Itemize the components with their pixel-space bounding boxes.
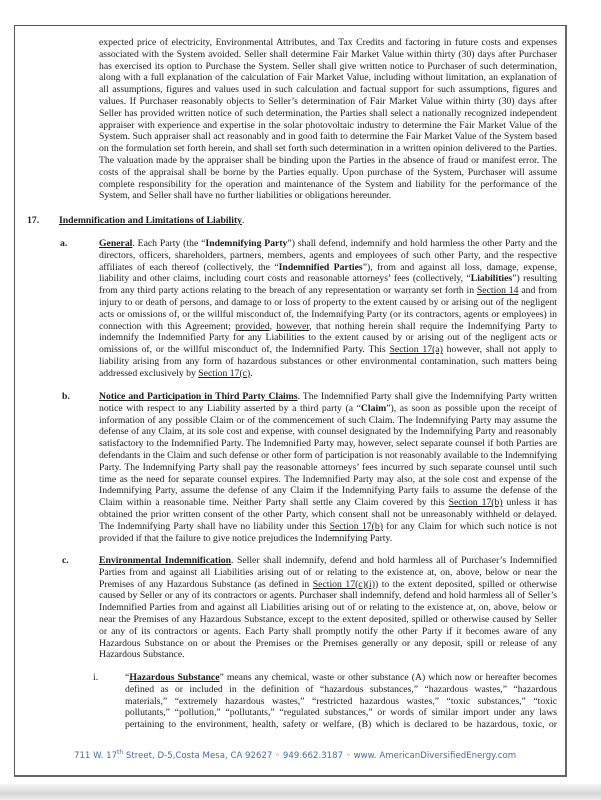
text-run: obtained the prior written consent of the other Party, which consent shall not be unreasonably withheld or delayed. <box>99 508 557 520</box>
section-title-suffix: . <box>242 215 245 226</box>
text-line <box>99 426 557 438</box>
text-run: costs of the appraisal shall be borne by the Parties equally. Upon purchase of the System, Purchaser will assume <box>99 166 557 178</box>
item-i-hazardous-substance <box>125 672 557 731</box>
text-line <box>99 297 557 309</box>
section-title: Indemnification and Limitations of Liability <box>59 215 243 226</box>
footer-contact <box>74 749 517 761</box>
text-run: ” means any chemical, waste or other substance (A) which now or hereafter becomes <box>219 672 557 683</box>
text-run: appraiser with experience and expertise in the solar photovoltaic industry to determine the Fair Market Value of the <box>99 119 557 131</box>
subsection-a-general <box>99 238 557 380</box>
text-line <box>125 696 557 708</box>
underlined-term: Section 14 <box>476 285 519 297</box>
text-run: The valuation made by the appraiser shall be binding upon the Parties in the absence of fraud or manifest error. The <box>99 154 557 166</box>
text-line <box>99 579 557 591</box>
text-line <box>99 238 557 250</box>
text-line <box>125 684 557 696</box>
text-run: or any of its contractors or agents. Each Party shall promptly notify the other Party if it becomes aware of any <box>99 625 557 637</box>
text-run: “ <box>125 672 130 683</box>
scan-shadow <box>0 784 601 800</box>
text-run: Party. The Indemnifying Party shall pay the reasonable attorneys’ fees incurred by such separate counsel until such <box>99 461 557 473</box>
underlined-term: Section 17(c) <box>198 367 251 379</box>
underlined-term: Section 17(b) <box>448 497 503 509</box>
defined-term: Claim <box>360 402 387 414</box>
text-line <box>99 61 557 73</box>
underlined-term: however <box>276 320 310 332</box>
text-run: pollutants,” “pollution,” “pollutants,” “regulated substances,” or words of similar import under any laws <box>125 707 557 719</box>
text-run: notice with respect to any Liability asserted by a third party (a “ <box>99 402 361 414</box>
text-line <box>99 143 557 155</box>
text-run: unless it has <box>502 497 558 509</box>
text-run: . Each Party (the “ <box>132 238 206 249</box>
underlined-term: Environmental Indemnification <box>99 555 232 566</box>
text-run: ”), as soon as possible upon the receipt of <box>386 402 557 414</box>
text-run: Indemnifying Party, assume the defense of any Claim if the Indemnifying Party fails to assume the defense of the <box>99 485 557 497</box>
text-line <box>125 672 557 684</box>
text-run: liability arising from any form of hazardous substances or other environmental contamination, such matters being <box>99 355 557 367</box>
text-run: and from <box>518 285 557 297</box>
text-run: . The Indemnified Party shall give the Indemnifying Party written <box>297 391 557 402</box>
underlined-term: General <box>99 238 133 249</box>
text-run: System. Such appraiser shall act reasonably and in good faith to determine the Fair Market Value of the System based <box>99 131 557 143</box>
paragraph-fair-market-value <box>99 37 557 202</box>
text-line <box>99 190 557 202</box>
text-line <box>99 403 557 415</box>
text-run: directors, officers, shareholders, partners, members, agents and employees of such other Party, and the respective <box>99 249 557 261</box>
text-run: all assumptions, figures and values used in such calculation and factual support for such assumptions, figures and <box>99 84 557 96</box>
text-line <box>99 485 557 497</box>
subsection-b-notice <box>99 391 557 544</box>
defined-term: Indemnified Parties <box>278 261 363 273</box>
text-run: defense of any Claim, at its sole cost and expense, with counsel designated by the Indemnifying Party and reasonably <box>99 426 557 438</box>
footer-address-pre: 711 W. 17 <box>74 750 118 761</box>
subsection-b-label: b. <box>62 391 70 402</box>
text-line <box>99 509 557 521</box>
text-run: Seller has provided written notice of such determination, the Parties shall select a nationally recognized independent <box>99 107 557 119</box>
text-run: associated with the System avoided. Seller shall determine Fair Market Value within thirty (30) days after Purchaser <box>99 48 557 60</box>
underlined-term: Hazardous Substance <box>129 672 220 683</box>
text-run: System, and Seller shall have no further liabilities or obligations hereunder. <box>99 190 392 202</box>
text-line <box>99 368 557 380</box>
text-run: connection with this Agreement; <box>99 320 236 332</box>
text-run: from any third party actions relating to the breach of any representation or warranty set forth in <box>99 285 477 297</box>
underlined-term: Section 17(b) <box>329 520 383 532</box>
section-heading <box>59 215 244 227</box>
text-run: Hazardous Substance on or about the Premises or the Premises generally or any deposit, spill or release of any <box>99 637 557 649</box>
text-line <box>125 707 557 719</box>
text-run: ”) shall defend, indemnify and hold harmless the other Party and the <box>287 238 558 249</box>
defined-term: Indemnifying Party <box>205 238 288 249</box>
text-run: expected price of electricity, Environmental Attributes, and Tax Credits and factoring in future costs and expenses <box>99 37 557 48</box>
text-line <box>99 638 557 650</box>
text-run: ) to the extent deposited, spilled or otherwise <box>374 578 557 590</box>
underlined-term: provided <box>235 320 270 332</box>
text-line <box>125 719 557 731</box>
text-line <box>99 614 557 626</box>
text-run: near the Premises of any Hazardous Substance, except to the extent deposited, spilled or otherwise caused by Seller <box>99 613 557 625</box>
text-line <box>99 474 557 486</box>
underlined-term: Section 17(a) <box>389 344 443 356</box>
text-run: addressed exclusively by <box>99 367 199 379</box>
text-line <box>99 131 557 143</box>
text-run: Premises of any Hazardous Substance (as defined in <box>99 578 313 590</box>
text-line <box>99 344 557 356</box>
text-line <box>99 108 557 120</box>
text-line <box>99 356 557 368</box>
text-run: defined as or included in the definition of “hazardous substances,” “hazardous wastes,” “hazardous <box>125 683 557 695</box>
text-line <box>99 438 557 450</box>
text-run: complete responsibility for the operation and maintenance of the System and liability for the performance of the <box>99 178 557 190</box>
text-line <box>99 262 557 274</box>
text-run: injury to or death of persons, and damage to or loss of property to the extent caused by or arising out of the negligent <box>99 296 557 308</box>
text-run: provided if that the failure to give notice prejudices the Indemnifying Party. <box>99 532 393 544</box>
text-line <box>99 567 557 579</box>
text-run: on the formulation set forth herein, and shall set forth such determination in a written opinion delivered to the Parties. <box>99 143 557 155</box>
text-run: . Seller shall indemnify, defend and hold harmless all of Purchaser’s Indemnified <box>231 555 558 566</box>
section-number: 17. <box>27 215 40 226</box>
text-line <box>99 167 557 179</box>
text-run: Claim within a reasonable time. Neither Party shall settle any Claim covered by this <box>99 497 449 509</box>
text-line <box>99 533 557 545</box>
text-line <box>99 250 557 262</box>
text-line <box>99 179 557 191</box>
text-line <box>99 649 557 661</box>
text-line <box>99 155 557 167</box>
text-line <box>99 497 557 509</box>
footer-address-sup: th <box>117 749 124 756</box>
text-run: however, shall not apply to <box>442 344 557 356</box>
defined-term: Liabilities <box>470 273 513 285</box>
text-line <box>99 49 557 61</box>
text-run: has exercised its option to Purchase the System. Seller shall give written notice to Purchaser of such determination, <box>99 60 557 72</box>
text-line <box>99 72 557 84</box>
text-line <box>99 332 557 344</box>
footer-address-post: Street, D-5,Costa Mesa, CA 92627 ◦ 949.662.3187 ◦ www. AmericanDiversifiedEnergy.com <box>123 750 517 761</box>
underlined-term: Notice and Participation in Third Party Claims <box>99 391 298 402</box>
text-run: Indemnified Parties from and against all Liabilities arising out of or relating to the existence at, on, above, below or <box>99 602 557 614</box>
item-i-label: i. <box>93 672 99 683</box>
text-run: indemnify the Indemnified Party for any Liabilities to the extent caused by or arising out of the negligent acts or <box>99 332 557 344</box>
text-run: liability and other claims, including court costs and reasonable attorneys’ fees (collectively, “ <box>99 273 471 285</box>
text-line <box>99 521 557 533</box>
text-line <box>99 37 557 49</box>
text-run: ”) resulting <box>512 273 557 285</box>
text-line <box>99 120 557 132</box>
text-line <box>99 450 557 462</box>
text-run: for any Claim for which such notice is not <box>382 520 557 532</box>
text-run: omissions of, or the willful misconduct of, the Indemnified Party. This <box>99 344 390 356</box>
text-line <box>99 309 557 321</box>
text-run: Parties from and against all Liabilities arising out of or relating to the existence at, on, above, below or near the <box>99 566 557 578</box>
text-run: , <box>269 320 277 332</box>
text-run: acts or omissions of, or the willful misconduct of, the Indemnifying Party (or its contractors, agents or employees) in <box>99 308 557 320</box>
text-line <box>99 590 557 602</box>
text-run: . <box>250 367 253 379</box>
text-run: affiliates of each thereof (collectively, the “ <box>99 261 279 273</box>
text-line <box>99 391 557 403</box>
text-line <box>99 555 557 567</box>
underlined-term: Section 17(c)(i) <box>312 578 375 590</box>
text-run: along with a full explanation of the calculation of Fair Market Value, including without limitation, an explanation of <box>99 72 557 84</box>
subsection-c-environmental <box>99 555 557 661</box>
text-run: , that nothing herein shall require the Indemnifying Party to <box>309 320 558 332</box>
text-run: Hazardous Substance. <box>99 649 185 661</box>
text-run: defendants in the Claim and such defense or other form of participation is not reasonably available to the Indemnifying <box>99 449 557 461</box>
text-line <box>99 626 557 638</box>
text-run: information of any possible Claim or of the commencement of such Claim. The Indemnifying Party may assume the <box>99 414 557 426</box>
text-run: The Indemnifying Party shall have no liability under this <box>99 520 330 532</box>
subsection-a-label: a. <box>60 238 68 249</box>
text-run: satisfactory to the Indemnified Party. The Indemnified Party may, however, select separate counsel if both Parties are <box>99 438 557 450</box>
text-run: materials,” “extremely hazardous wastes,” “restricted hazardous wastes,” “toxic substances,” “toxic <box>125 695 557 707</box>
text-run: values. If Purchaser reasonably objects to Seller’s determination of Fair Market Value within thirty (30) days after <box>99 95 557 107</box>
text-line <box>99 285 557 297</box>
text-line <box>99 462 557 474</box>
text-line <box>99 96 557 108</box>
text-line <box>99 321 557 333</box>
text-run: caused by Seller or any of its contractors or agents. Purchaser shall indemnify, defend and hold harmless all of Seller’s <box>99 590 557 602</box>
text-line <box>99 602 557 614</box>
subsection-c-label: c. <box>62 555 69 566</box>
text-run: pertaining to the environment, health, safety or welfare, (B) which is declared to be hazardous, toxic, or <box>125 719 557 731</box>
text-run: time as the need for separate counsel expires. The Indemnified Party may also, at the sole cost and expense of the <box>99 473 557 485</box>
text-line <box>99 415 557 427</box>
text-run: ”), from and against all loss, damage, expense, <box>362 261 557 273</box>
text-line <box>99 84 557 96</box>
text-line <box>99 273 557 285</box>
